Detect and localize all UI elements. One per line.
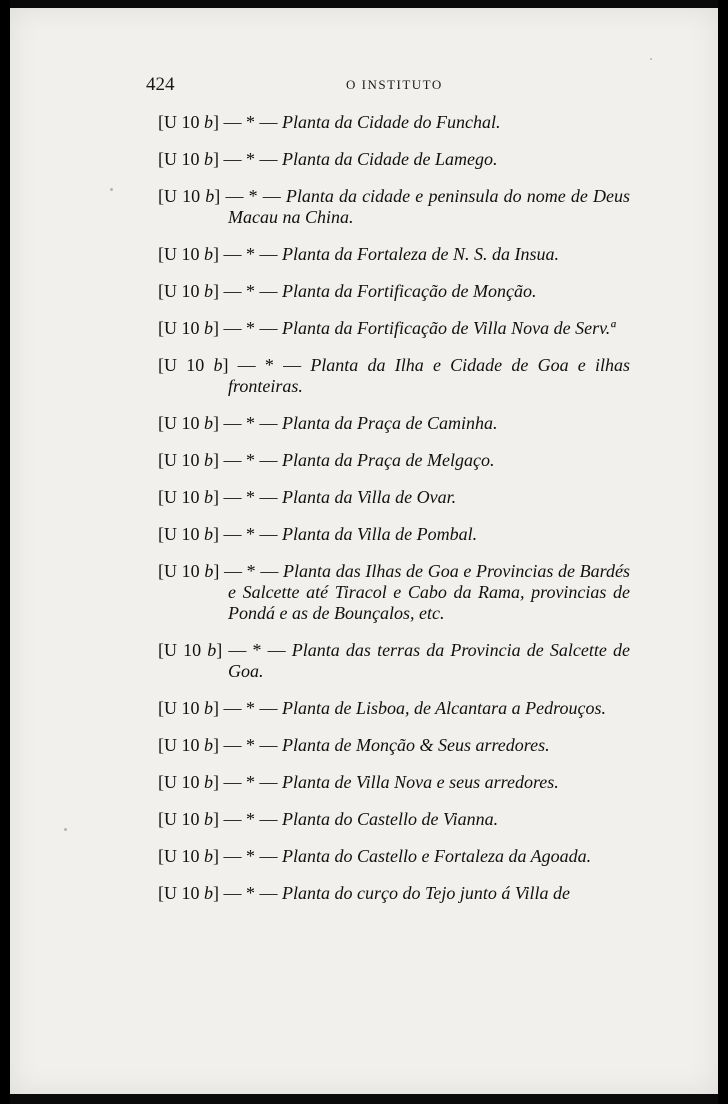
shelf-mark — [158, 318, 282, 338]
catalog-entry — [158, 772, 630, 793]
shelf-mark-letter: b — [204, 846, 213, 866]
catalog-entry — [158, 846, 630, 867]
shelf-mark — [158, 450, 282, 470]
shelf-mark-prefix: [U 10 — [158, 883, 204, 903]
shelf-mark-suffix: ] — * — — [213, 487, 282, 507]
shelf-mark-letter: b — [204, 281, 213, 301]
shelf-mark-suffix: ] — * — — [213, 112, 282, 132]
shelf-mark-suffix: ] — * — — [213, 809, 282, 829]
shelf-mark-prefix: [U 10 — [158, 772, 204, 792]
shelf-mark-letter: b — [204, 524, 213, 544]
shelf-mark — [158, 413, 282, 433]
shelf-mark-prefix: [U 10 — [158, 413, 204, 433]
shelf-mark-suffix: ] — * — — [213, 149, 282, 169]
shelf-mark-letter: b — [204, 561, 214, 581]
shelf-mark-letter: b — [204, 698, 213, 718]
page-number: 424 — [146, 74, 175, 95]
shelf-mark-suffix: ] — * — — [213, 735, 282, 755]
shelf-mark — [158, 883, 282, 903]
catalog-entries — [158, 112, 630, 920]
entry-title: Planta do Castello e Fortaleza da Agoada. — [282, 846, 592, 866]
shelf-mark-letter: b — [204, 112, 213, 132]
shelf-mark-prefix: [U 10 — [158, 487, 204, 507]
entry-title: Planta de Lisboa, de Alcantara a Pedrouços. — [282, 698, 606, 718]
page-header — [146, 70, 626, 100]
running-title: O INSTITUTO — [346, 77, 443, 92]
catalog-entry — [158, 186, 630, 228]
catalog-entry — [158, 244, 630, 265]
shelf-mark-letter: b — [213, 355, 223, 375]
shelf-mark — [158, 561, 283, 581]
shelf-mark — [158, 186, 286, 206]
shelf-mark-suffix: ] — * — — [213, 318, 282, 338]
shelf-mark — [158, 735, 282, 755]
entry-title: Planta da Ilha e Cidade de Goa e ilhas fronteiras. — [228, 355, 631, 396]
shelf-mark-letter: b — [204, 772, 213, 792]
shelf-mark-prefix: [U 10 — [158, 846, 204, 866]
entry-title: Planta da Villa de Ovar. — [282, 487, 457, 507]
shelf-mark-prefix: [U 10 — [158, 450, 204, 470]
shelf-mark — [158, 112, 282, 132]
shelf-mark — [158, 355, 310, 375]
shelf-mark-prefix: [U 10 — [158, 112, 204, 132]
catalog-entry — [158, 883, 630, 904]
shelf-mark-suffix: ] — * — — [213, 846, 282, 866]
entry-title: Planta das terras da Provincia de Salcette de Goa. — [228, 640, 630, 681]
shelf-mark-letter: b — [204, 735, 213, 755]
catalog-entry — [158, 149, 630, 170]
shelf-mark-prefix: [U 10 — [158, 809, 204, 829]
entry-title: Planta da Praça de Caminha. — [282, 413, 498, 433]
shelf-mark — [158, 846, 282, 866]
shelf-mark-letter: b — [204, 149, 213, 169]
entry-title: Planta das Ilhas de Goa e Provincias de Bardés e Salcette até Tiracol e Cabo da Rama, provincias de Pondá e as de Bounçalos, etc. — [228, 561, 631, 623]
paper-speck — [64, 828, 67, 831]
shelf-mark-prefix: [U 10 — [158, 281, 204, 301]
catalog-entry — [158, 450, 630, 471]
shelf-mark — [158, 281, 282, 301]
shelf-mark-suffix: ] — * — — [213, 883, 282, 903]
entry-title: Planta do Castello de Vianna. — [282, 809, 499, 829]
paper-speck — [110, 188, 113, 191]
shelf-mark-letter: b — [204, 487, 213, 507]
scan-border-left — [0, 0, 10, 1104]
entry-title: Planta da Villa de Pombal. — [282, 524, 478, 544]
entry-title: Planta da Fortificação de Monção. — [282, 281, 537, 301]
catalog-entry — [158, 487, 630, 508]
shelf-mark-suffix: ] — * — — [213, 281, 282, 301]
shelf-mark-suffix: ] — * — — [214, 186, 286, 206]
scan-border-right — [718, 0, 728, 1104]
shelf-mark-prefix: [U 10 — [158, 561, 205, 581]
shelf-mark — [158, 487, 282, 507]
shelf-mark — [158, 524, 282, 544]
shelf-mark-prefix: [U 10 — [158, 355, 214, 375]
shelf-mark-letter: b — [204, 318, 213, 338]
shelf-mark — [158, 640, 292, 660]
entry-title: Planta de Monção & Seus arredores. — [282, 735, 550, 755]
catalog-entry — [158, 112, 630, 133]
shelf-mark — [158, 698, 282, 718]
catalog-entry — [158, 809, 630, 830]
shelf-mark-prefix: [U 10 — [158, 524, 204, 544]
entry-title: Planta do curço do Tejo junto á Villa de — [282, 883, 570, 903]
shelf-mark-suffix: ] — * — — [213, 413, 282, 433]
catalog-entry — [158, 413, 630, 434]
paper-speck — [650, 58, 652, 60]
entry-title: Planta da Cidade do Funchal. — [282, 112, 501, 132]
shelf-mark-letter: b — [204, 413, 213, 433]
shelf-mark-letter: b — [207, 640, 217, 660]
shelf-mark-prefix: [U 10 — [158, 244, 204, 264]
catalog-entry — [158, 524, 630, 545]
catalog-entry — [158, 561, 630, 624]
shelf-mark-prefix: [U 10 — [158, 186, 206, 206]
shelf-mark-suffix: ] — * — — [213, 698, 282, 718]
shelf-mark-suffix: ] — * — — [213, 561, 284, 581]
shelf-mark-prefix: [U 10 — [158, 640, 208, 660]
catalog-entry — [158, 698, 630, 719]
shelf-mark — [158, 244, 282, 264]
shelf-mark-letter: b — [204, 450, 213, 470]
shelf-mark-letter: b — [204, 883, 213, 903]
entry-title: Planta da Fortificação de Villa Nova de Serv.ª — [282, 318, 616, 338]
shelf-mark-prefix: [U 10 — [158, 735, 204, 755]
entry-title: Planta da Fortaleza de N. S. da Insua. — [282, 244, 559, 264]
catalog-entry — [158, 355, 630, 397]
shelf-mark-letter: b — [205, 186, 215, 206]
entry-title: Planta da cidade e peninsula do nome de Deus Macau na China. — [228, 186, 631, 227]
shelf-mark-prefix: [U 10 — [158, 698, 204, 718]
shelf-mark — [158, 809, 282, 829]
entry-title: Planta da Cidade de Lamego. — [282, 149, 498, 169]
catalog-entry — [158, 318, 630, 339]
catalog-entry — [158, 640, 630, 682]
catalog-entry — [158, 735, 630, 756]
shelf-mark-suffix: ] — * — — [213, 244, 282, 264]
shelf-mark-suffix: ] — * — — [222, 355, 311, 375]
shelf-mark-prefix: [U 10 — [158, 149, 204, 169]
shelf-mark — [158, 149, 282, 169]
shelf-mark — [158, 772, 282, 792]
shelf-mark-letter: b — [204, 809, 213, 829]
catalog-entry — [158, 281, 630, 302]
shelf-mark-suffix: ] — * — — [216, 640, 292, 660]
shelf-mark-letter: b — [204, 244, 213, 264]
shelf-mark-suffix: ] — * — — [213, 450, 282, 470]
shelf-mark-suffix: ] — * — — [213, 772, 282, 792]
entry-title: Planta de Villa Nova e seus arredores. — [282, 772, 559, 792]
shelf-mark-suffix: ] — * — — [213, 524, 282, 544]
entry-title: Planta da Praça de Melgaço. — [282, 450, 495, 470]
shelf-mark-prefix: [U 10 — [158, 318, 204, 338]
